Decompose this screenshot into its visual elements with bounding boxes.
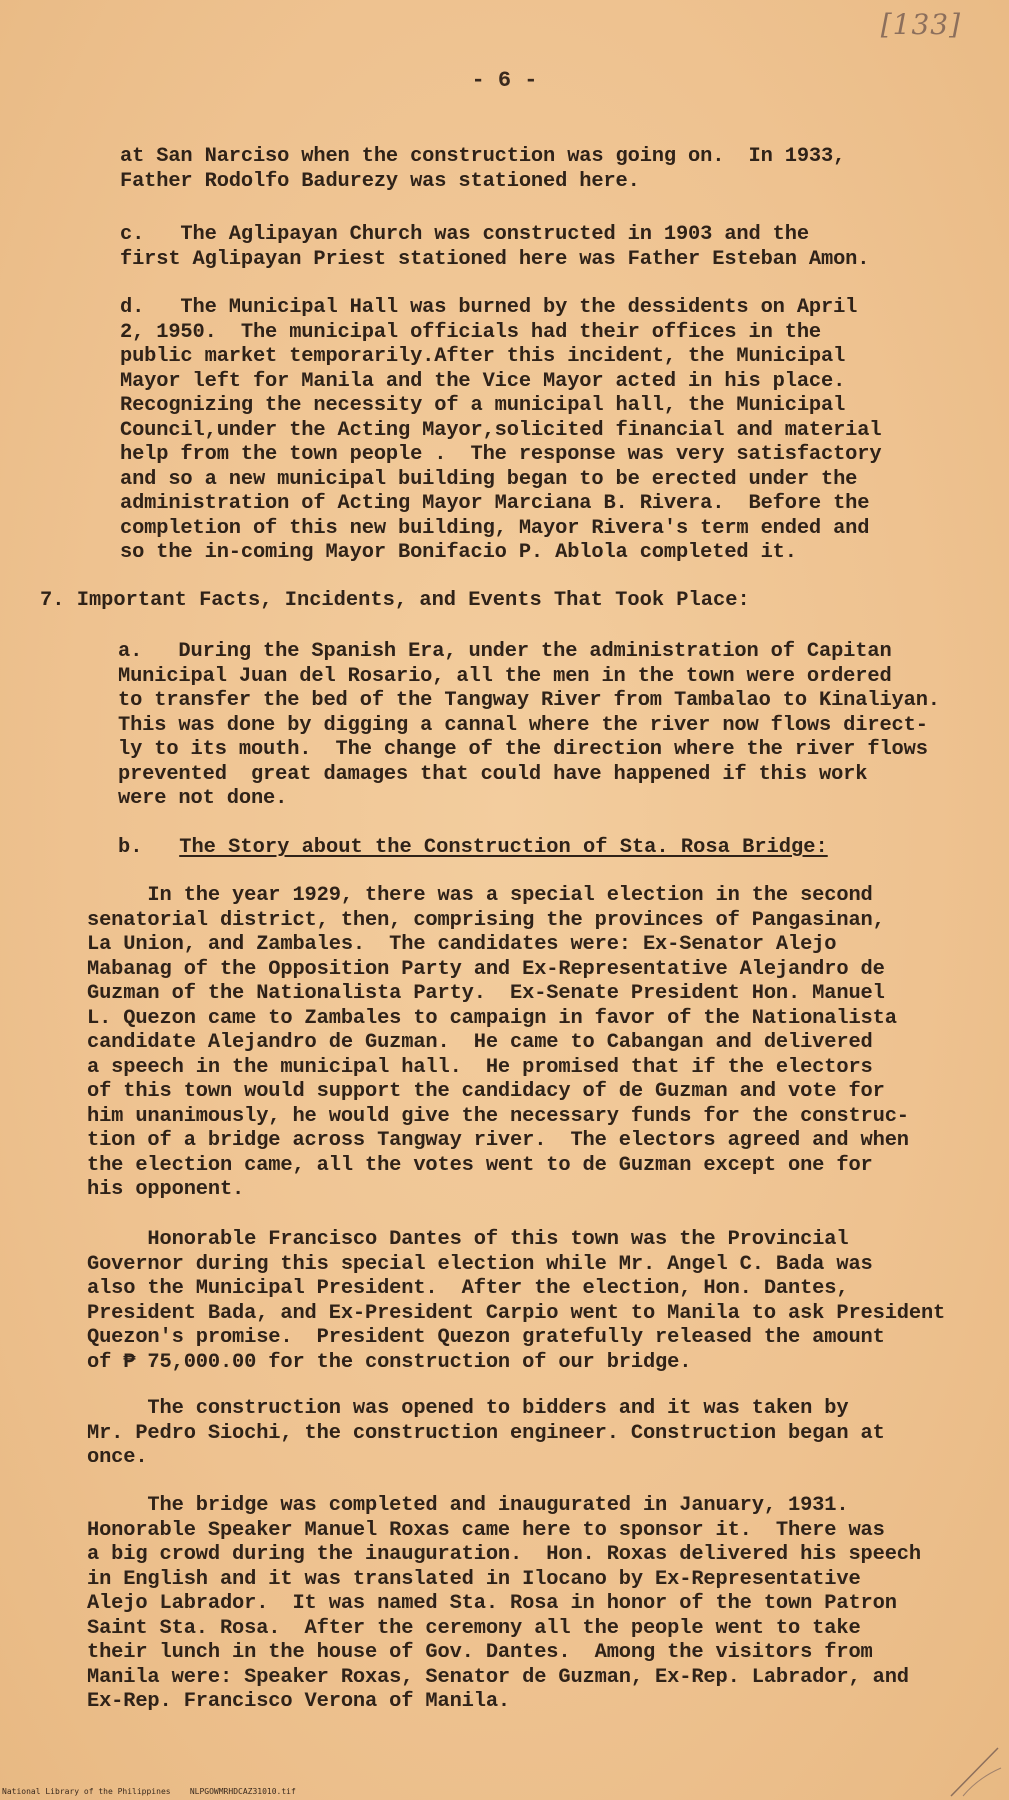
text-line: once.: [87, 1446, 148, 1469]
paragraph-inauguration: [87, 1494, 921, 1715]
text-line: Governor during this special election while Mr. Angel C. Bada was: [87, 1252, 873, 1276]
text-line: public market temporarily.After this incident, the Municipal: [120, 345, 846, 368]
text-line: Father Rodolfo Badurezy was stationed here.: [120, 169, 640, 193]
text-line: Manila were: Speaker Roxas, Senator de Guzman, Ex-Rep. Labrador, and: [87, 1665, 909, 1689]
text-line: This was done by digging a cannal where the river now flows direct-: [118, 713, 928, 737]
text-line: of ₱ 75,000.00 for the construction of our bridge.: [87, 1350, 692, 1374]
paragraph-special-election: [87, 884, 909, 1203]
text-line: were not done.: [118, 787, 288, 810]
text-line: Recognizing the necessity of a municipal hall, the Municipal: [120, 394, 846, 417]
text-line: first Aglipayan Priest stationed here was Father Esteban Amon.: [120, 247, 870, 271]
text-line: administration of Acting Mayor Marciana B. Rivera. Before the: [120, 492, 870, 515]
subsection-b-title: The Story about the Construction of Sta. Rosa Bridge:: [179, 836, 828, 859]
text-line: The bridge was completed and inaugurated in January, 1931.: [87, 1494, 849, 1517]
pencil-mark-decoration: [943, 1738, 1003, 1798]
text-line: the election came, all the votes went to de Guzman except one for: [87, 1153, 873, 1177]
text-line: to transfer the bed of the Tangway River from Tambalao to Kinaliyan.: [118, 689, 940, 712]
section-7-heading: 7. Important Facts, Incidents, and Events That Took Place:: [40, 589, 750, 612]
text-line: Guzman of the Nationalista Party. Ex-Senate President Hon. Manuel: [87, 982, 885, 1005]
text-line: completion of this new building, Mayor Rivera's term ended and: [120, 516, 870, 540]
text-line: Saint Sta. Rosa. After the ceremony all the people went to take: [87, 1616, 861, 1640]
text-line: Mabanag of the Opposition Party and Ex-Representative Alejandro de: [87, 957, 885, 981]
footer-source: National Library of the Philippines NLPGOWMRHDCAZ31010.tif: [2, 1787, 296, 1796]
text-line: so the in-coming Mayor Bonifacio P. Ablola completed it.: [120, 541, 797, 564]
paragraph-aglipayan-church: [120, 223, 869, 272]
text-line: also the Municipal President. After the election, Hon. Dantes,: [87, 1277, 849, 1300]
text-line: Alejo Labrador. It was named Sta. Rosa in honor of the town Patron: [87, 1592, 897, 1615]
paragraph-spanish-era: [118, 640, 940, 812]
paragraph-san-narciso: [120, 145, 845, 194]
text-line: help from the town people . The response was very satisfactory: [120, 443, 882, 466]
paragraph-governor-dantes: [87, 1228, 945, 1375]
paragraph-construction-bidders: [87, 1397, 885, 1471]
text-line: ly to its mouth. The change of the direction where the river flows: [118, 738, 928, 761]
text-line: Quezon's promise. President Quezon gratefully released the amount: [87, 1326, 885, 1349]
text-line: at San Narciso when the construction was going on. In 1933,: [120, 145, 846, 168]
text-line: La Union, and Zambales. The candidates were: Ex-Senator Alejo: [87, 933, 837, 956]
text-line: d. The Municipal Hall was burned by the dessidents on April: [120, 296, 858, 319]
text-line: 2, 1950. The municipal officials had their offices in the: [120, 320, 822, 344]
text-line: Mr. Pedro Siochi, the construction engineer. Construction began at: [87, 1421, 885, 1445]
text-line: a. During the Spanish Era, under the administration of Capitan: [118, 640, 892, 663]
text-line: his opponent.: [87, 1178, 245, 1201]
text-line: a big crowd during the inauguration. Hon. Roxas delivered his speech: [87, 1543, 921, 1566]
archive-mark: [133]: [880, 8, 961, 41]
subsection-b-heading: [118, 836, 828, 859]
text-line: and so a new municipal building began to be erected under the: [120, 467, 858, 491]
subsection-b-label: b.: [118, 836, 143, 859]
text-line: senatorial district, then, comprising the provinces of Pangasinan,: [87, 908, 885, 932]
text-line: c. The Aglipayan Church was constructed in 1903 and the: [120, 223, 809, 246]
text-line: Ex-Rep. Francisco Verona of Manila.: [87, 1690, 511, 1713]
text-line: tion of a bridge across Tangway river. The electors agreed and when: [87, 1129, 909, 1152]
text-line: candidate Alejandro de Guzman. He came to Cabangan and delivered: [87, 1031, 873, 1054]
page-number: - 6 -: [471, 68, 538, 93]
text-line: In the year 1929, there was a special election in the second: [87, 884, 873, 907]
text-line: him unanimously, he would give the necessary funds for the construc-: [87, 1104, 909, 1128]
text-line: Council,under the Acting Mayor,solicited financial and material: [120, 418, 882, 442]
text-line: in English and it was translated in Ilocano by Ex-Representative: [87, 1567, 861, 1591]
text-line: Honorable Francisco Dantes of this town was the Provincial: [87, 1228, 849, 1251]
text-line: a speech in the municipal hall. He promised that if the electors: [87, 1055, 873, 1079]
text-line: L. Quezon came to Zambales to campaign in favor of the Nationalista: [87, 1006, 897, 1030]
text-line: Mayor left for Manila and the Vice Mayor acted in his place.: [120, 369, 846, 393]
text-line: of this town would support the candidacy of de Guzman and vote for: [87, 1080, 885, 1103]
text-line: prevented great damages that could have happened if this work: [118, 762, 868, 786]
text-line: The construction was opened to bidders and it was taken by: [87, 1397, 849, 1420]
text-line: Municipal Juan del Rosario, all the men in the town were ordered: [118, 664, 892, 688]
text-line: Honorable Speaker Manuel Roxas came here to sponsor it. There was: [87, 1518, 885, 1542]
paragraph-municipal-hall: [120, 296, 881, 566]
text-line: President Bada, and Ex-President Carpio went to Manila to ask President: [87, 1301, 946, 1325]
text-line: their lunch in the house of Gov. Dantes. Among the visitors from: [87, 1641, 873, 1664]
